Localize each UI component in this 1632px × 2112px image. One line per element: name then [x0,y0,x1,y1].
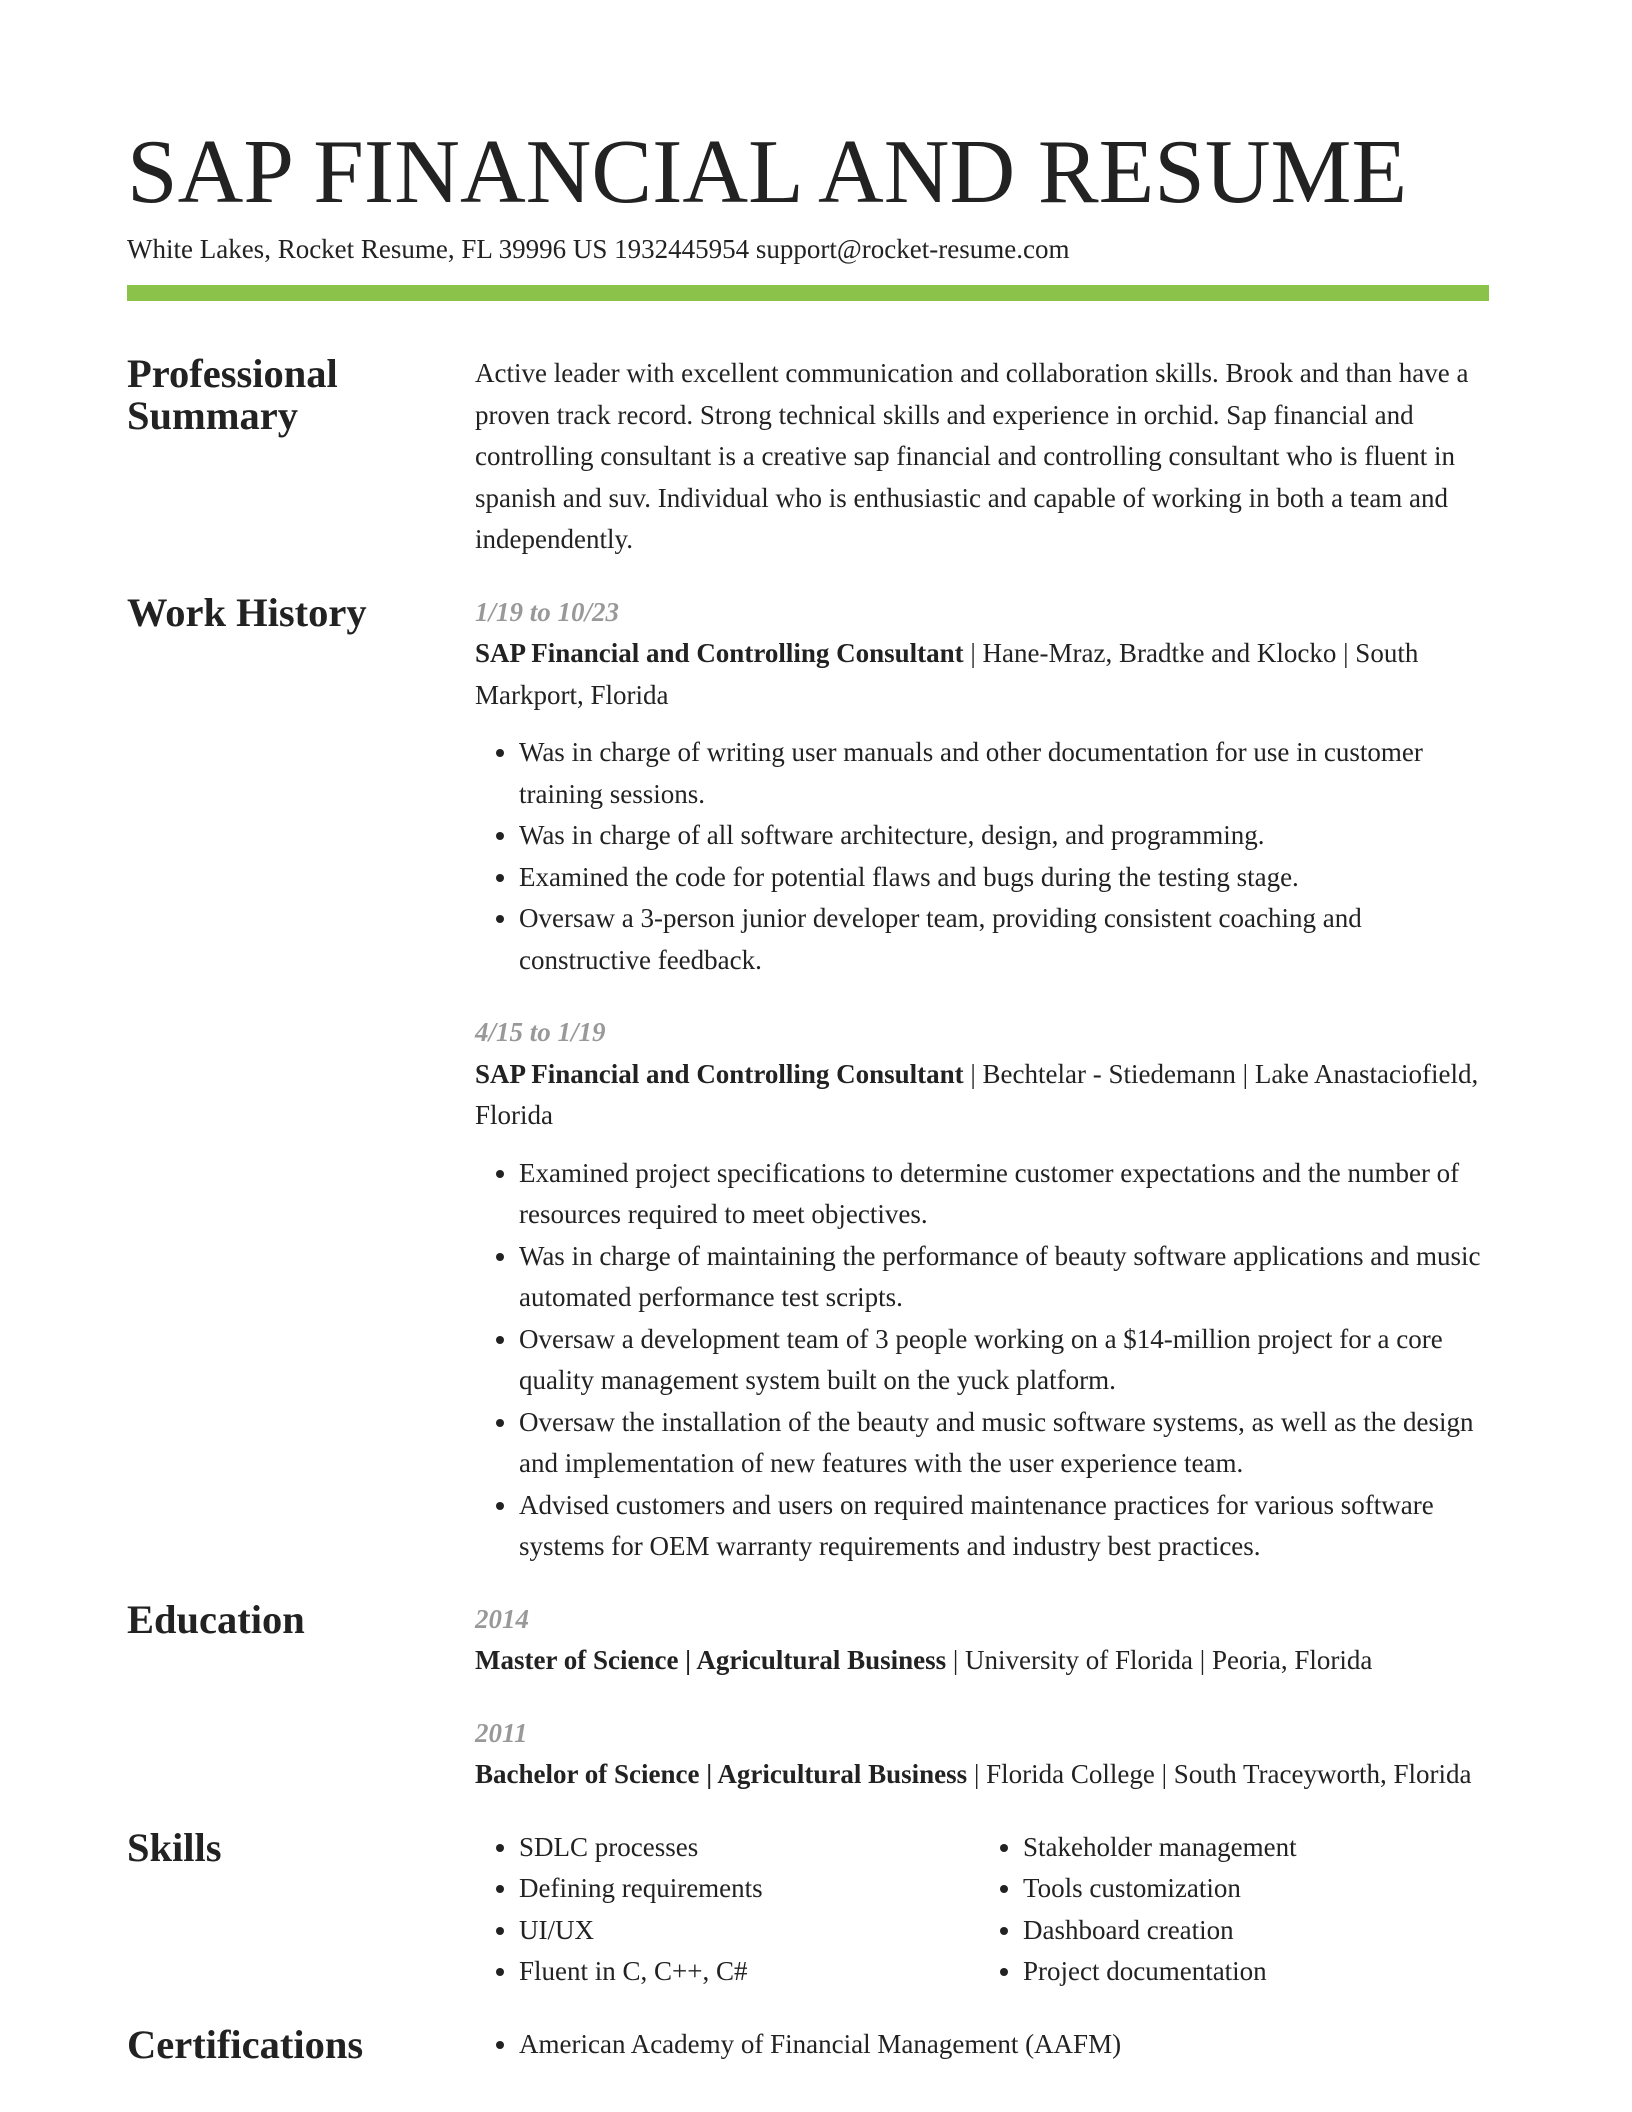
job-entry [475,592,1489,982]
education-year: 2014 [475,1603,529,1634]
job-dates: 4/15 to 1/19 [475,1017,606,1047]
skills-list-right [979,1827,1483,1993]
education-line [475,1640,1489,1682]
skill-item: • Defining requirements [519,1868,979,1910]
job-list [475,592,1489,1568]
education-section [127,1596,1489,1796]
education-details: | Florida College | South Traceyworth, Florida [967,1759,1472,1789]
certification-item: • American Academy of Financial Management (AAFM) [519,2024,1489,2066]
summary-section [127,353,1489,561]
skill-item: • Project documentation [1023,1951,1483,1993]
job-bullets [475,1153,1489,1568]
education-line [475,1754,1489,1796]
job-title-line [475,633,1489,716]
job-details: | Hane-Mraz, Bradtke and Klocko | South Markport, Florida [475,638,1419,710]
education-heading: Education [127,1596,305,1642]
job-role: SAP Financial and Controlling Consultant [475,638,964,668]
skill-item: • Dashboard creation [1023,1910,1483,1952]
skill-item: • UI/UX [519,1910,979,1952]
job-bullet: • Advised customers and users on required maintenance practices for various software systems for OEM warranty requirements and industry best practices. [519,1485,1489,1568]
job-bullet: • Was in charge of writing user manuals and other documentation for use in customer training sessions. [519,732,1489,815]
job-details: | Bechtelar - Stiedemann | Lake Anastaciofield, Florida [475,1058,1479,1130]
education-degree: Master of Science | Agricultural Business [475,1645,947,1675]
job-bullet: • Oversaw the installation of the beauty and music software systems, as well as the design and implementation of new features with the user experience team. [519,1402,1489,1485]
job-bullet: • Examined the code for potential flaws and bugs during the testing stage. [519,857,1489,899]
summary-heading: Professional Summary [127,351,338,438]
education-entry [475,1599,1489,1682]
skill-item: • Stakeholder management [1023,1827,1483,1869]
job-bullet: • Was in charge of maintaining the performance of beauty software applications and music automated performance test scripts. [519,1236,1489,1319]
skills-list-left [475,1827,979,1993]
skill-item: • Tools customization [1023,1868,1483,1910]
job-role: SAP Financial and Controlling Consultant [475,1058,964,1089]
job-bullet: • Was in charge of all software architecture, design, and programming. [519,815,1489,857]
education-degree: Bachelor of Science | Agricultural Business [475,1759,968,1789]
certifications-heading: Certifications [127,2021,364,2067]
job-bullet: • Oversaw a development team of 3 people working on a $14-million project for a core quality management system built on the yuck platform. [519,1319,1489,1402]
resume-name: SAP FINANCIAL AND RESUME [127,121,1408,222]
resume-body [127,353,1489,2096]
job-entry [475,1012,1489,1568]
education-details: | University of Florida | Peoria, Florida [946,1645,1373,1675]
skills-heading: Skills [127,1824,222,1870]
work-history-section [127,589,1489,1568]
job-bullet: • Examined project specifications to determine customer expectations and the number of resources required to meet objectives. [519,1153,1489,1236]
skill-item: • SDLC processes [519,1827,979,1869]
job-title-line [475,1054,1489,1137]
job-bullets [475,732,1489,981]
education-list [475,1599,1489,1796]
certifications-list [475,2024,1489,2066]
skill-item: • Fluent in C, C++, C# [519,1951,979,1993]
contact-line: White Lakes, Rocket Resume, FL 39996 US 1932445954 support@rocket-resume.com [127,234,1070,264]
job-dates: 1/19 to 10/23 [475,596,620,627]
accent-divider [127,285,1489,301]
certifications-section [127,2021,1489,2067]
job-bullet: • Oversaw a 3-person junior developer team, providing consistent coaching and constructive feedback. [519,898,1489,981]
education-year: 2011 [475,1717,528,1748]
summary-text: Active leader with excellent communication and collaboration skills. Brook and than have a proven track record. Strong technical skills and experience in orchid. Sap financial and controlling consultant is a creative sap financial and controlling consultant who is fluent in spanish and suv. Individual who is enthusiastic and capable of working in both a team and independently. [475,358,1469,554]
skills-section [127,1824,1489,1993]
work-history-heading: Work History [127,589,367,635]
education-entry [475,1713,1489,1796]
